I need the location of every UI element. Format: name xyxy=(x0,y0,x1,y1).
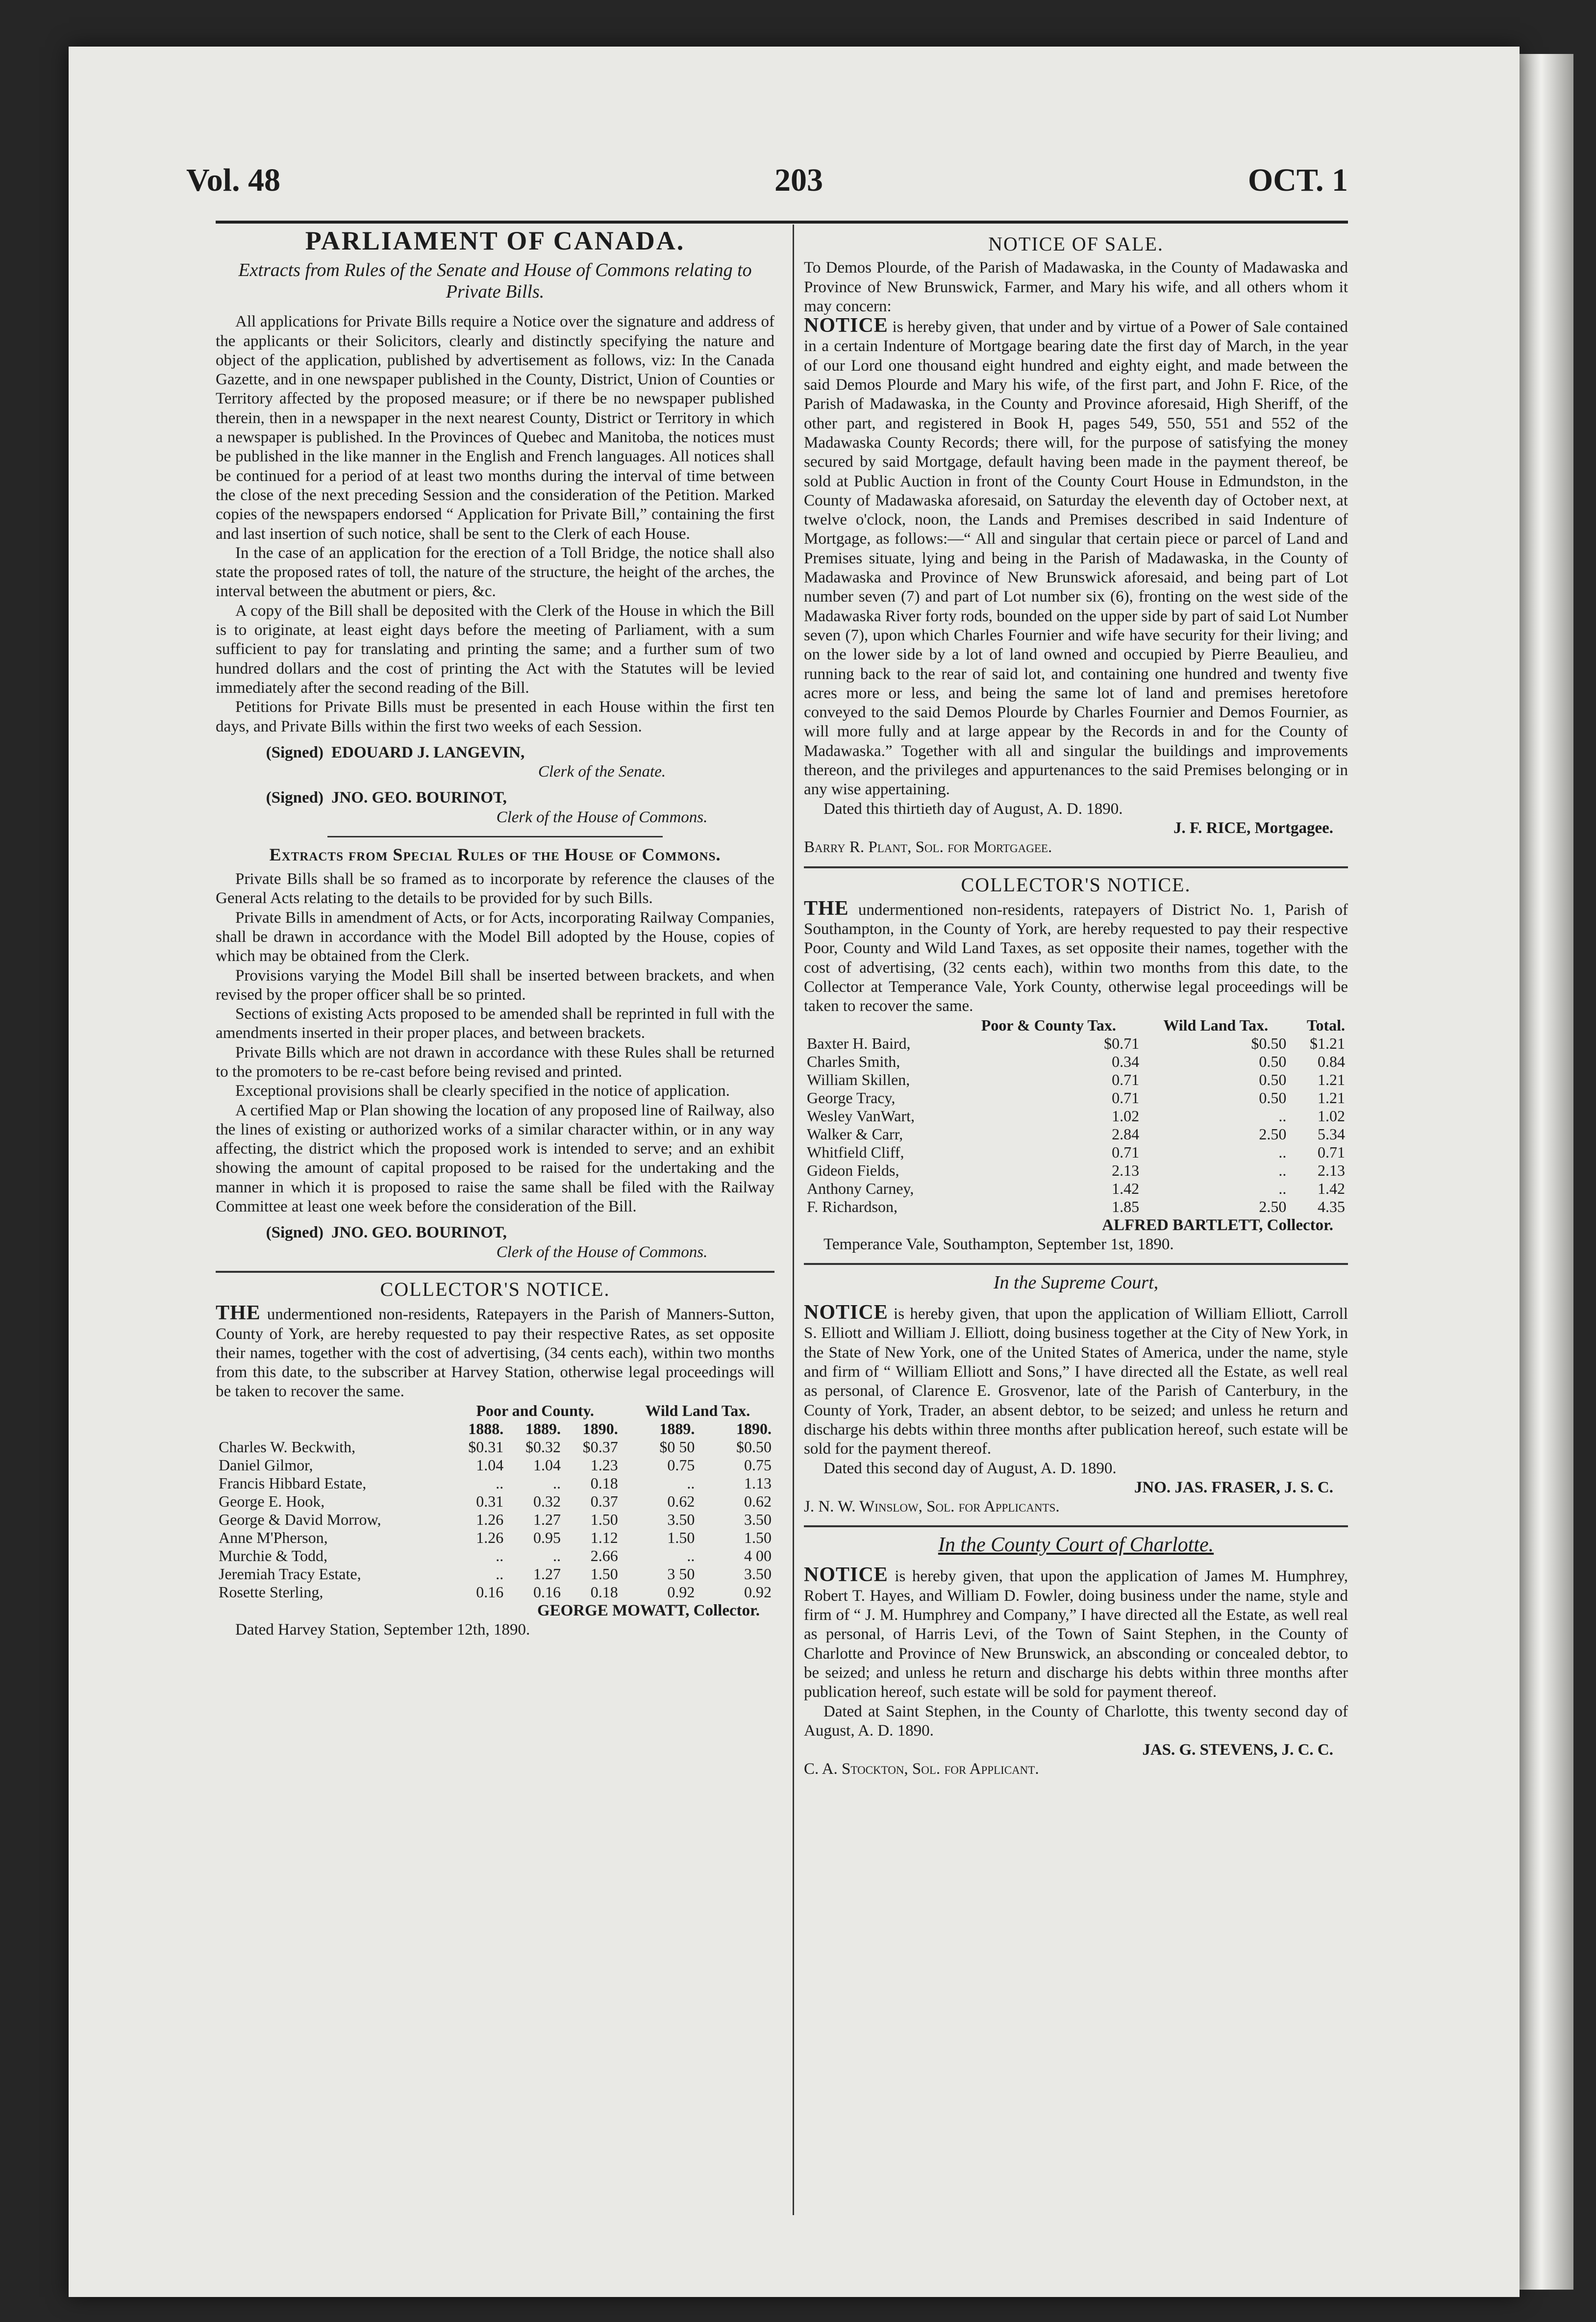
ratepayer-name: George Tracy, xyxy=(807,1088,896,1107)
year-header: 1888. xyxy=(468,1419,504,1438)
parliament-title: PARLIAMENT OF CANADA. xyxy=(305,226,685,255)
amount-cell: 2.50 xyxy=(1259,1125,1287,1143)
sale-addressee: To Demos Plourde, of the Parish of Madawaska, in the County of Madawaska and Province of New Brunswick, Farmer, and Mary his wife, and all others whom it may concern: xyxy=(804,259,1348,315)
amount-cell: .. xyxy=(496,1474,504,1492)
amount-cell: .. xyxy=(687,1474,695,1492)
special-rule-6: Exceptional provisions shall be clearly specified in the notice of application. xyxy=(235,1082,730,1100)
year-row xyxy=(216,1420,774,1438)
amount-cell: 0.92 xyxy=(744,1583,772,1601)
amount-cell: 1.13 xyxy=(744,1474,772,1492)
amount-cell: 0.18 xyxy=(590,1474,618,1492)
signature-senate xyxy=(216,743,774,782)
amount-cell: .. xyxy=(687,1546,695,1565)
county-court-dated: Dated at Saint Stephen, in the County of Charlotte, this twenty second day of August, A. D. 1890. xyxy=(804,1702,1348,1740)
collector-notice-body: undermentioned non-residents, Ratepayers in the Parish of Manners-Sutton, County of York, are hereby requested to pay their respective Rates, as set opposite their names, together with the cost of advertising, (34 cents each), within two months from this date, to the subscriber at Harvey Station, otherwise legal proceedings will be taken to recover the same. xyxy=(216,1306,774,1401)
southampton-taxes-table xyxy=(804,1016,1348,1216)
rules-paragraph-2: In the case of an application for the erection of a Toll Bridge, the notice shall also state the proposed rates of toll, the nature of the structure, the height of the arches, the interval between the abutment or piers, &c. xyxy=(216,544,774,601)
amount-cell: 1.21 xyxy=(1318,1088,1345,1107)
manners-sutton-rates-table xyxy=(216,1402,774,1601)
ratepayer-name: Baxter H. Baird, xyxy=(807,1034,911,1052)
ratepayer-name: F. Richardson, xyxy=(807,1197,898,1215)
column-divider xyxy=(793,225,794,2215)
special-rule-4: Sections of existing Acts proposed to be amended shall be reprinted in full with the amendments inserted in their proper places, and between brackets. xyxy=(216,1005,774,1042)
table-row xyxy=(804,1035,1348,1053)
header-rule xyxy=(216,221,1348,224)
section-rule xyxy=(216,1271,774,1273)
amount-cell: 1.50 xyxy=(590,1510,618,1528)
lead-word: NOTICE xyxy=(804,1564,888,1587)
county-court-solicitor: C. A. Stockton, Sol. for Applicant. xyxy=(804,1760,1039,1778)
right-column xyxy=(804,229,1348,1779)
table-row xyxy=(804,1089,1348,1107)
collector-notice-2-heading: COLLECTOR'S NOTICE. xyxy=(961,873,1191,896)
lead-word: THE xyxy=(804,897,849,920)
table-row xyxy=(216,1583,774,1601)
table-row xyxy=(216,1438,774,1456)
signer-role: Clerk of the House of Commons. xyxy=(496,808,708,826)
amount-cell: 0.34 xyxy=(1112,1052,1140,1070)
table-row xyxy=(216,1492,774,1511)
table-row xyxy=(216,1529,774,1547)
amount-cell: .. xyxy=(496,1546,504,1565)
ratepayer-name: Francis Hibbard Estate, xyxy=(219,1474,367,1492)
collector-2-signature: ALFRED BARTLETT, Collector. xyxy=(1102,1216,1333,1234)
supreme-court-text xyxy=(804,1303,1348,1459)
amount-cell: 0.95 xyxy=(533,1528,561,1546)
amount-cell: $0.50 xyxy=(1251,1034,1287,1052)
signed-label: (Signed) xyxy=(266,789,324,807)
amount-cell: 1.85 xyxy=(1112,1197,1140,1215)
sale-signature: J. F. RICE, Mortgagee. xyxy=(1173,819,1333,837)
extracts-heading: Extracts from Rules of the Senate and House of Commons relating to Private Bills. xyxy=(238,260,752,303)
volume-number: Vol. 48 xyxy=(186,162,280,198)
col-poor-county: Poor & County Tax. xyxy=(981,1016,1116,1034)
signature-commons xyxy=(216,788,774,827)
special-rule-7: A certified Map or Plan showing the location of any proposed line of Railway, also the lines of existing or authorized works of a similar character within, or in any way affecting, the district which the proposed work is intended to serve; and an exhibit showing the amount of capital proposed to be raised for the undertaking and the manner in which it is proposed to raise the same shall be filed with the Railway Committee at least one week before the consideration of the Bill. xyxy=(216,1101,774,1216)
lead-word: THE xyxy=(216,1302,261,1325)
table-row xyxy=(804,1161,1348,1180)
sale-dated: Dated this thirtieth day of August, A. D. 1890. xyxy=(823,800,1123,818)
amount-cell: 1.27 xyxy=(533,1510,561,1528)
signed-label: (Signed) xyxy=(266,743,324,761)
amount-cell: $1.21 xyxy=(1310,1034,1345,1052)
amount-cell: 1.04 xyxy=(476,1456,504,1474)
supreme-court-solicitor: J. N. W. Winslow, Sol. for Applicants. xyxy=(804,1498,1060,1516)
table-row xyxy=(804,1053,1348,1071)
supreme-court-signature: JNO. JAS. FRASER, J. S. C. xyxy=(1134,1478,1333,1496)
signature-commons-2 xyxy=(216,1223,774,1262)
lead-word: NOTICE xyxy=(804,314,888,337)
ratepayer-name: Anne M'Pherson, xyxy=(219,1528,328,1546)
amount-cell: 0.50 xyxy=(1259,1052,1287,1070)
ratepayer-name: Daniel Gilmor, xyxy=(219,1456,313,1474)
signed-label: (Signed) xyxy=(266,1224,324,1242)
amount-cell: 0.31 xyxy=(476,1492,504,1510)
ratepayer-name: Jeremiah Tracy Estate, xyxy=(219,1565,361,1583)
amount-cell: 1.42 xyxy=(1318,1179,1345,1197)
rules-paragraph-3: A copy of the Bill shall be deposited with the Clerk of the House in which the Bill is to originate, at least eight days before the meeting of Parliament, with a sum sufficient to pay for translating and printing the same; and a further sum of two hundred dollars and the cost of printing the Act with the Statutes will be levied immediately after the second reading of the Bill. xyxy=(216,602,774,697)
table-row xyxy=(216,1456,774,1474)
ratepayer-name: Whitfield Cliff, xyxy=(807,1143,904,1161)
amount-cell: 5.34 xyxy=(1318,1125,1345,1143)
special-rule-2: Private Bills in amendment of Acts, or for Acts, incorporating Railway Companies, shall be drawn in accordance with the Model Bill adopted by the House, copies of which may be obtained from the Clerk. xyxy=(216,909,774,965)
amount-cell: .. xyxy=(1278,1143,1287,1161)
year-header: 1889. xyxy=(659,1419,695,1438)
amount-cell: 0.71 xyxy=(1112,1070,1140,1088)
amount-cell: 1.02 xyxy=(1318,1107,1345,1125)
col-wild-land: Wild Land Tax. xyxy=(1163,1016,1269,1034)
ratepayer-name: George E. Hook, xyxy=(219,1492,325,1510)
ratepayer-name: George & David Morrow, xyxy=(219,1510,381,1528)
amount-cell: 0.37 xyxy=(590,1492,618,1510)
col-total: Total. xyxy=(1307,1016,1345,1034)
amount-cell: 2.13 xyxy=(1112,1161,1140,1179)
amount-cell: 3.50 xyxy=(744,1510,772,1528)
signer-name: JNO. GEO. BOURINOT, xyxy=(331,1224,507,1242)
notice-of-sale-heading: NOTICE OF SALE. xyxy=(988,233,1164,255)
amount-cell: 0.92 xyxy=(667,1583,695,1601)
ratepayer-name: William Skillen, xyxy=(807,1070,910,1088)
amount-cell: 0.71 xyxy=(1318,1143,1345,1161)
table-row xyxy=(804,1107,1348,1125)
collector-notice-2-text xyxy=(804,899,1348,1016)
amount-cell: 0.71 xyxy=(1112,1143,1140,1161)
signer-name: EDOUARD J. LANGEVIN, xyxy=(331,743,525,761)
amount-cell: 0.32 xyxy=(533,1492,561,1510)
section-rule xyxy=(804,1525,1348,1527)
amount-cell: 3.50 xyxy=(667,1510,695,1528)
section-rule xyxy=(327,836,663,837)
amount-cell: 2.13 xyxy=(1318,1161,1345,1179)
amount-cell: 0.75 xyxy=(744,1456,772,1474)
collector-2-dated: Temperance Vale, Southampton, September 1st, 1890. xyxy=(823,1235,1174,1253)
amount-cell: 1.27 xyxy=(533,1565,561,1583)
amount-cell: .. xyxy=(552,1546,561,1565)
amount-cell: $0.32 xyxy=(525,1438,561,1456)
lead-word: NOTICE xyxy=(804,1301,888,1324)
table-row xyxy=(216,1565,774,1583)
signer-name: JNO. GEO. BOURINOT, xyxy=(331,789,507,807)
collector-notice-2-body: undermentioned non-residents, ratepayers of District No. 1, Parish of Southampton, in the County of York, are hereby requested to pay their respective Poor, County and Wild Land Taxes, as set opposite their names, together with the cost of advertising, (32 cents each), within two months from this date, to the Collector at Temperance Vale, York County, otherwise legal proceedings will be taken to recover the same. xyxy=(804,901,1348,1015)
amount-cell: 0.62 xyxy=(667,1492,695,1510)
table-row xyxy=(216,1547,774,1565)
table-row xyxy=(216,1474,774,1492)
amount-cell: .. xyxy=(1278,1179,1287,1197)
amount-cell: .. xyxy=(496,1565,504,1583)
sale-solicitor: Barry R. Plant, Sol. for Mortgagee. xyxy=(804,838,1052,857)
amount-cell: 1.04 xyxy=(533,1456,561,1474)
county-court-signature: JAS. G. STEVENS, J. C. C. xyxy=(1142,1741,1333,1759)
amount-cell: 0.50 xyxy=(1259,1070,1287,1088)
amount-cell: 1.26 xyxy=(476,1510,504,1528)
amount-cell: .. xyxy=(1278,1107,1287,1125)
amount-cell: 0.75 xyxy=(667,1456,695,1474)
group-poor-county: Poor and County. xyxy=(476,1401,594,1419)
year-header: 1890. xyxy=(736,1419,772,1438)
county-court-heading: In the County Court of Charlotte. xyxy=(938,1534,1214,1557)
collector-notice-heading: COLLECTOR'S NOTICE. xyxy=(380,1278,610,1300)
amount-cell: 0.16 xyxy=(533,1583,561,1601)
section-rule xyxy=(804,866,1348,868)
amount-cell: 0.18 xyxy=(590,1583,618,1601)
ratepayer-name: Murchie & Todd, xyxy=(219,1546,328,1565)
table-header-row xyxy=(804,1016,1348,1035)
table-row xyxy=(804,1125,1348,1143)
amount-cell: 1.02 xyxy=(1112,1107,1140,1125)
amount-cell: 3 50 xyxy=(667,1565,695,1583)
collector-notice-text xyxy=(216,1304,774,1401)
table-row xyxy=(216,1511,774,1529)
amount-cell: $0.31 xyxy=(468,1438,504,1456)
rules-paragraph-4: Petitions for Private Bills must be presented in each House within the first ten days, and Private Bills within the first two weeks of each Session. xyxy=(216,698,774,735)
sale-text xyxy=(804,316,1348,799)
amount-cell: $0.71 xyxy=(1104,1034,1140,1052)
page-header xyxy=(186,162,1348,221)
signer-role: Clerk of the House of Commons. xyxy=(496,1243,708,1261)
amount-cell: 1.12 xyxy=(590,1528,618,1546)
amount-cell: $0.50 xyxy=(736,1438,772,1456)
table-row xyxy=(804,1071,1348,1089)
table-row xyxy=(804,1198,1348,1216)
year-header: 1889. xyxy=(525,1419,561,1438)
left-column xyxy=(216,226,774,1640)
amount-cell: 4 00 xyxy=(744,1546,772,1565)
amount-cell: 1.50 xyxy=(590,1565,618,1583)
amount-cell: $0 50 xyxy=(659,1438,695,1456)
amount-cell: 1.50 xyxy=(744,1528,772,1546)
amount-cell: 2.84 xyxy=(1112,1125,1140,1143)
special-rule-3: Provisions varying the Model Bill shall be inserted between brackets, and when revised by the proper officer shall be so printed. xyxy=(216,966,774,1004)
ratepayer-name: Walker & Carr, xyxy=(807,1125,903,1143)
county-court-text xyxy=(804,1565,1348,1702)
amount-cell: 2.50 xyxy=(1259,1197,1287,1215)
table-row xyxy=(804,1180,1348,1198)
special-rule-5: Private Bills which are not drawn in accordance with these Rules shall be returned to the promoters to be re-cast before being revised and printed. xyxy=(216,1043,774,1081)
supreme-court-body: is hereby given, that upon the application of William Elliott, Carroll S. Elliott and William J. Elliott, doing business together at the City of New York, in the State of New York, one of the United States of America, under the name, style and firm of “ William Elliott and Sons,” I have directed all the Estate, as well real as personal, of Clarence E. Grosvenor, late of the Parish of Canterbury, in the County of York, Trader, an absent debtor, to be seized; and unless he return and discharge his debts within three months after publication hereof, such estate will be sold for the payment thereof. xyxy=(804,1305,1348,1458)
amount-cell: 2.66 xyxy=(590,1546,618,1565)
page-edge xyxy=(1520,54,1573,2290)
ratepayer-name: Charles Smith, xyxy=(807,1052,900,1070)
amount-cell: 0.84 xyxy=(1318,1052,1345,1070)
rules-paragraph-1: All applications for Private Bills require a Notice over the signature and address of the applicants or their Solicitors, clearly and distinctly specifying the nature and object of the application, published by advertisement as follows, viz: In the Canada Gazette, and in one newspaper published in the County, District, Union of Counties or Territory affected by the proposed measure; or if there be no newspaper published therein, then in a newspaper in the next nearest County, District or Territory in which a newspaper is published. In the Provinces of Quebec and Manitoba, the notices must be published in the like manner in the English and French languages. All notices shall be continued for a period of at least two months during the interval of time between the close of the next preceding Session and the consideration of the Petition. Marked copies of the newspapers endorsed “ Application for Private Bill,” containing the first and last insertion of such notice, shall be sent to the Clerk of each House. xyxy=(216,313,774,543)
amount-cell: 0.50 xyxy=(1259,1088,1287,1107)
amount-cell: $0.37 xyxy=(582,1438,618,1456)
ratepayer-name: Charles W. Beckwith, xyxy=(219,1438,356,1456)
amount-cell: .. xyxy=(552,1474,561,1492)
collector-dated: Dated Harvey Station, September 12th, 1890. xyxy=(235,1621,530,1639)
ratepayer-name: Anthony Carney, xyxy=(807,1179,914,1197)
amount-cell: 1.42 xyxy=(1112,1179,1140,1197)
amount-cell: 4.35 xyxy=(1318,1197,1345,1215)
year-header: 1890. xyxy=(582,1419,618,1438)
ratepayer-name: Rosette Sterling, xyxy=(219,1583,324,1601)
signer-role: Clerk of the Senate. xyxy=(538,763,666,781)
page-number: 203 xyxy=(774,162,823,198)
sale-body: is hereby given, that under and by virtue of a Power of Sale contained in a certain Indenture of Mortgage bearing date the first day of March, in the year of our Lord one thousand eight hundred and eighty eight, and made between the said Demos Plourde and Mary his wife, of the first part, and John F. Rice, of the Parish of Madawaska, in the County and Province aforesaid, High Sheriff, of the other part, and registered in Book H, pages 549, 550, 551 and 552 of the Madawaska County Records; there will, for the purpose of satisfying the money secured by said Mortgage, default having been made in the payment thereof, be sold at Public Auction in front of the County Court House in Edmundston, in the County of Madawaska aforesaid, on Saturday the eleventh day of October next, at twelve o'clock, noon, the Lands and Premises described in said Indenture of Mortgage, as follows:—“ All and singular that certain piece or parcel of Land and Premises situate, lying and being in the Parish of Madawaska, in the County of Madawaska and Province of New Brunswick aforesaid, and being part of Lot number seven (7) and part of Lot number six (6), fronting on the west side of the Madawaska River forty rods, bounded on the upper side by part of said Lot Number seven (7), upon which Charles Fournier and wife have security for their living; and on the lower side by a lot of land owned and occupied by Pierre Beaulieu, and running back to the rear of said lot, and containing one hundred and twenty five acres more or less, and being the same lot of land and premises heretofore conveyed to the said Demos Plourde by Charles Fournier and Demos Fournier, as will more fully and at large appear by the Records in and for the County of Madawaska.” Together with all and singular the buildings and improvements thereon, and the privileges and appurtenances to the said Premises belonging or in any wise appertaining. xyxy=(804,318,1348,799)
amount-cell: 0.62 xyxy=(744,1492,772,1510)
amount-cell: 0.16 xyxy=(476,1583,504,1601)
amount-cell: 1.21 xyxy=(1318,1070,1345,1088)
amount-cell: 0.71 xyxy=(1112,1088,1140,1107)
supreme-court-heading: In the Supreme Court, xyxy=(993,1272,1159,1293)
section-rule xyxy=(804,1263,1348,1265)
issue-date: OCT. 1 xyxy=(1247,162,1348,198)
special-rules-heading: Extracts from Special Rules of the House of Commons. xyxy=(269,845,721,865)
table-row xyxy=(804,1143,1348,1161)
county-court-body: is hereby given, that upon the application of James M. Humphrey, Robert T. Hayes, and William D. Fowler, doing business under the name, style and firm of “ J. M. Humphrey and Company,” I have directed all the Estate, as well real as personal, of Harris Levi, of the Town of Saint Stephen, in the County of Charlotte and Province of New Brunswick, an absconding or concealed debtor, to be seized; and unless he return and discharge his debts within three months after publication hereof, such estate will be sold for payment thereof. xyxy=(804,1567,1348,1701)
amount-cell: 3.50 xyxy=(744,1565,772,1583)
ratepayer-name: Gideon Fields, xyxy=(807,1161,899,1179)
special-rule-1: Private Bills shall be so framed as to incorporate by reference the clauses of the General Acts relating to the details to be provided for by such Bills. xyxy=(216,870,774,908)
amount-cell: 1.26 xyxy=(476,1528,504,1546)
amount-cell: .. xyxy=(1278,1161,1287,1179)
supreme-court-dated: Dated this second day of August, A. D. 1890. xyxy=(823,1459,1117,1477)
amount-cell: 1.23 xyxy=(590,1456,618,1474)
amount-cell: 1.50 xyxy=(667,1528,695,1546)
collector-signature: GEORGE MOWATT, Collector. xyxy=(537,1601,760,1619)
group-wild-land: Wild Land Tax. xyxy=(645,1401,750,1419)
ratepayer-name: Wesley VanWart, xyxy=(807,1107,915,1125)
